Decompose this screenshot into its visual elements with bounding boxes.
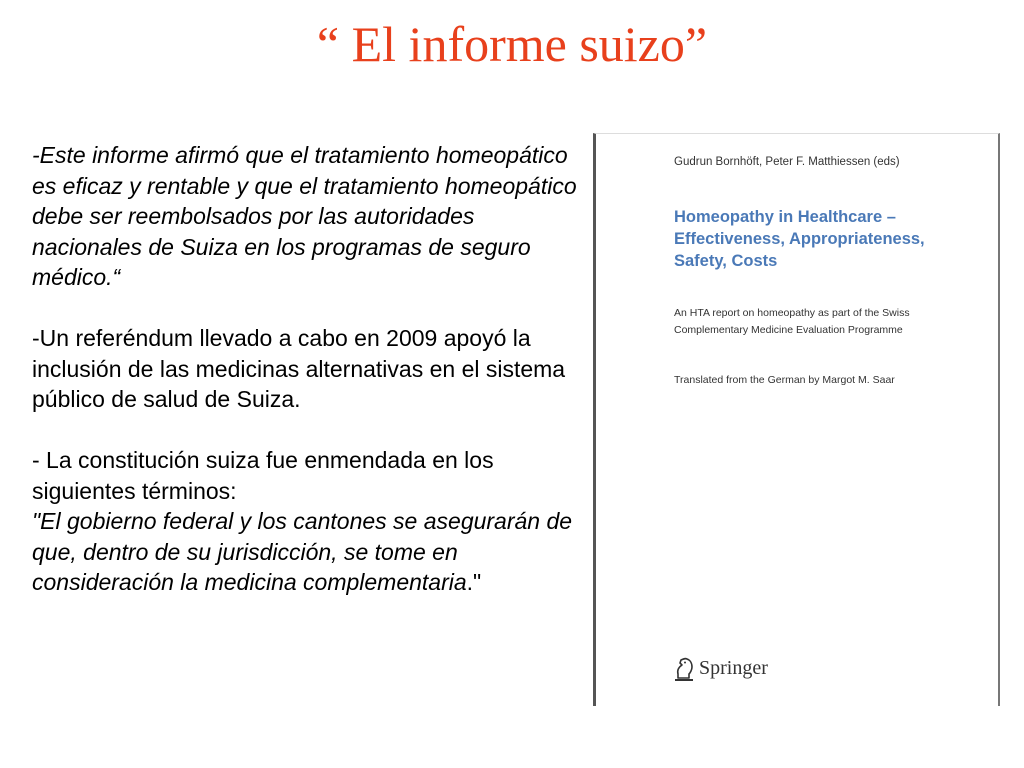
slide-title: “ El informe suizo” bbox=[316, 16, 708, 72]
body-text bbox=[32, 140, 577, 598]
book-authors: Gudrun Bornhöft, Peter F. Matthiessen (eds) bbox=[674, 156, 900, 168]
constitution-quote: "El gobierno federal y los cantones se asegurarán de que, dentro de su jurisdicción, se tome en consideración la medicina complementaria bbox=[32, 508, 573, 595]
paragraph-constitution bbox=[32, 445, 577, 598]
book-subtitle-line: Complementary Medicine Evaluation Programme bbox=[674, 324, 903, 336]
paragraph-swiss-report: -Este informe afirmó que el tratamiento homeopático es eficaz y rentable y que el tratamiento homeopático debe ser reembolsados por las autoridades nacionales de Suiza en los programas de seguro médico.“ bbox=[32, 142, 577, 290]
book-translator: Translated from the German by Margot M. Saar bbox=[674, 374, 895, 386]
book-title bbox=[674, 206, 984, 272]
constitution-quote-end: ." bbox=[466, 569, 482, 595]
chess-knight-icon bbox=[672, 654, 696, 682]
publisher-name: Springer bbox=[699, 656, 768, 679]
book-subtitle-line: An HTA report on homeopathy as part of the Swiss bbox=[674, 307, 910, 319]
book-subtitle bbox=[674, 305, 984, 339]
publisher-logo bbox=[672, 654, 768, 682]
paragraph-referendum: -Un referéndum llevado a cabo en 2009 apoyó la inclusión de las medicinas alternativas en el sistema público de salud de Suiza. bbox=[32, 325, 566, 412]
book-cover bbox=[593, 133, 1000, 706]
book-title-line: Effectiveness, Appropriateness, bbox=[674, 230, 925, 248]
book-title-line: Safety, Costs bbox=[674, 252, 778, 270]
constitution-intro: - La constitución suiza fue enmendada en los siguientes términos: bbox=[32, 447, 494, 504]
book-title-line: Homeopathy in Healthcare – bbox=[674, 208, 896, 226]
